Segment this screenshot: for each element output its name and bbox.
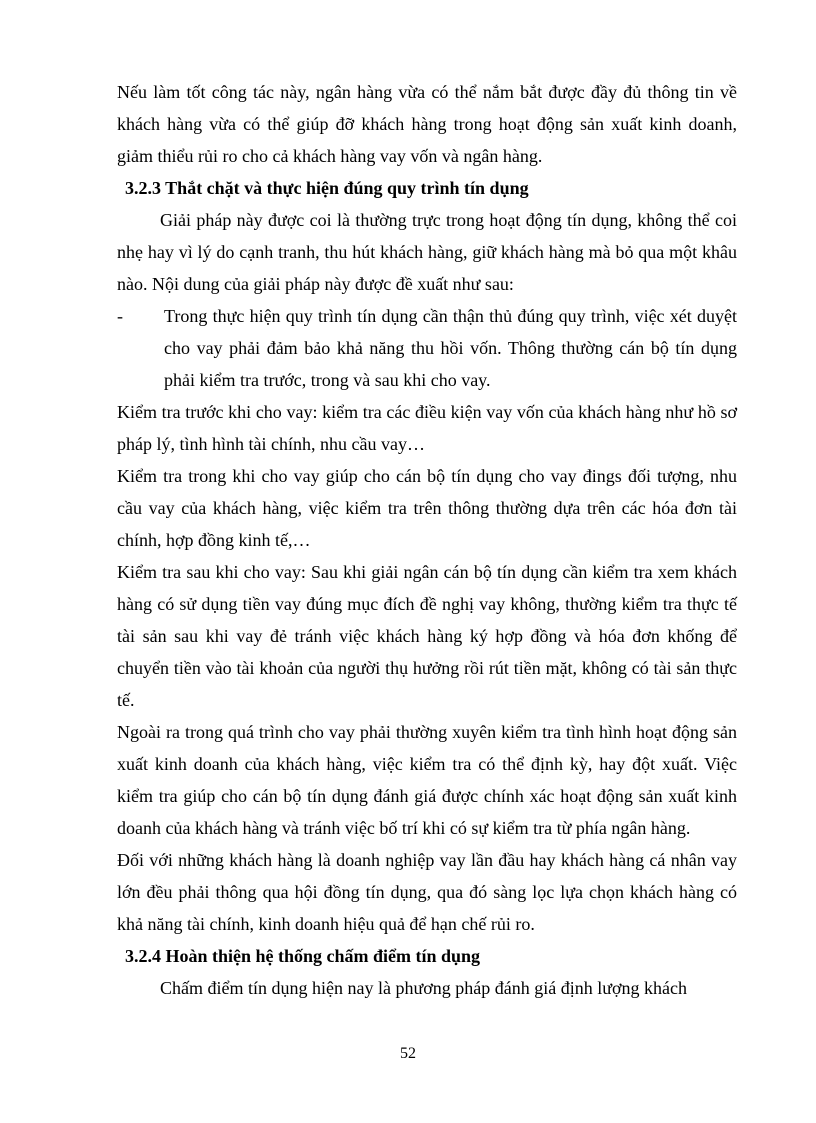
section-heading-3-2-4: 3.2.4 Hoàn thiện hệ thống chấm điểm tín dụng bbox=[125, 946, 481, 966]
paragraph-intro: Nếu làm tốt công tác này, ngân hàng vừa có thể nắm bắt được đầy đủ thông tin về khách hàng vừa có thể giúp đỡ khách hàng trong hoạt động sản xuất kinh doanh, giảm thiểu rủi ro cho cả khách hàng vay vốn và ngân hàng. bbox=[117, 82, 737, 166]
paragraph-check-before: Kiểm tra trước khi cho vay: kiểm tra các điều kiện vay vốn của khách hàng như hồ sơ pháp lý, tình hình tài chính, nhu cầu vay… bbox=[117, 402, 737, 454]
paragraph-regular-check: Ngoài ra trong quá trình cho vay phải thường xuyên kiểm tra tình hình hoạt động sản xuất kinh doanh của khách hàng, việc kiểm tra có thể định kỳ, hay đột xuất. Việc kiểm tra giúp cho cán bộ tín dụng đánh giá được chính xác hoạt động sản xuất kinh doanh của khách hàng và tránh việc bố trí khi có sự kiểm tra từ phía ngân hàng. bbox=[117, 722, 737, 838]
paragraph-credit-scoring: Chấm điểm tín dụng hiện nay là phương pháp đánh giá định lượng khách bbox=[160, 978, 687, 998]
bullet-item bbox=[117, 300, 737, 396]
document-body bbox=[117, 76, 737, 1004]
paragraph-check-after: Kiểm tra sau khi cho vay: Sau khi giải ngân cán bộ tín dụng cần kiểm tra xem khách hàng có sử dụng tiền vay đúng mục đích đề nghị vay không, thường kiểm tra thực tế tài sản sau khi vay đẻ tránh việc khách hàng ký hợp đồng và hóa đơn khống để chuyển tiền vào tài khoản của người thụ hưởng rồi rút tiền mặt, không có tài sản thực tế. bbox=[117, 562, 737, 710]
paragraph-solution-intro: Giải pháp này được coi là thường trực trong hoạt động tín dụng, không thể coi nhẹ hay vì lý do cạnh tranh, thu hút khách hàng, giữ khách hàng mà bỏ qua một khâu nào. Nội dung của giải pháp này được đề xuất như sau: bbox=[117, 210, 737, 294]
paragraph-check-during: Kiểm tra trong khi cho vay giúp cho cán bộ tín dụng cho vay đings đối tượng, nhu cầu vay của khách hàng, việc kiểm tra trên thông thường dựa trên các hóa đơn tài chính, hợp đồng kinh tế,… bbox=[117, 466, 737, 550]
page-number: 52 bbox=[400, 1045, 416, 1062]
paragraph-credit-council: Đối với những khách hàng là doanh nghiệp vay lần đầu hay khách hàng cá nhân vay lớn đều phải thông qua hội đồng tín dụng, qua đó sàng lọc lựa chọn khách hàng có khả năng tài chính, kinh doanh hiệu quả để hạn chế rủi ro. bbox=[117, 850, 737, 934]
bullet-text: Trong thực hiện quy trình tín dụng cần thận thủ đúng quy trình, việc xét duyệt cho vay phải đảm bảo khả năng thu hồi vốn. Thông thường cán bộ tín dụng phải kiểm tra trước, trong và sau khi cho vay. bbox=[164, 306, 737, 390]
section-heading-3-2-3: 3.2.3 Thắt chặt và thực hiện đúng quy trình tín dụng bbox=[125, 178, 529, 198]
bullet-dash: - bbox=[117, 306, 123, 326]
